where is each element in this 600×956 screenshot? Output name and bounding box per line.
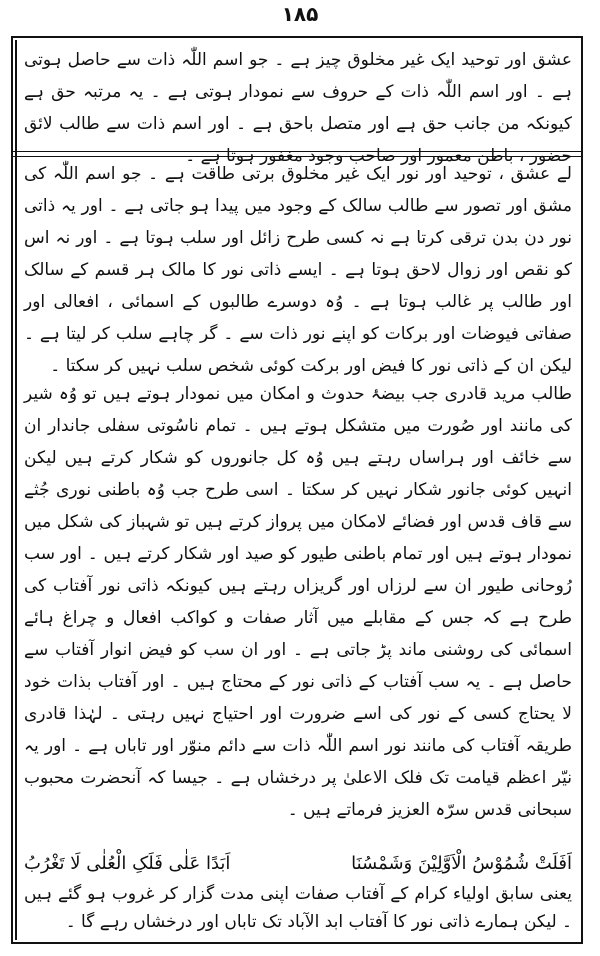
- boxed-paragraph-text: عشق اور توحید ایک غیر مخلوق چیز ہے ۔ جو اسم اللّٰہ ذات سے حاصل ہوتی ہے ۔ اور اسم اللّٰہ ذات کے حروف سے نمودار ہوتی ہے ۔ یہ مرتبہ حق ہے کیونکہ من جانب حق ہے اور متصل باحق ہے ۔ اور اسم ذات سے طالب لائق حضور ، باطن معمور اور صاحب وجود مغفور ہوتا ہے ۔: [24, 50, 572, 166]
- closing-paragraph: [24, 880, 572, 940]
- footnote-paragraph: [24, 158, 572, 376]
- closing-paragraph-text: یعنی سابق اولیاء کرام کے آفتاب صفات اپنی مدت گزار کر غروب ہو گئے ہیں ۔ لیکن ہمارے ذاتی نور کا آفتاب ابد الآباد تک تاباں اور درخشاں رہے گا ۔: [24, 884, 572, 932]
- paragraph-text: لے عشق ، توحید اور نور ایک غیر مخلوق برتی طاقت ہے ۔ جو اسم اللّٰہ کی مشق اور تصور سے طالب سالک کے وجود میں پیدا ہو جاتی ہے ۔ اور یہ ذاتی نور دن بدن ترقی کرتا ہے نہ کسی طرح زائل اور سلب ہوتا ہے ۔ اور نہ اس کو نقص اور زوال لاحق ہوتا ہے ۔ ایسے ذاتی نور کا مالک ہر قسم کے سالک اور طالب پر غالب ہوتا ہے ۔ وُہ دوسرے طالبوں کے اسمائی ، افعالی اور صفاتی فیوضات اور برکات کو اپنے نور ذات سے ۔ گر چاہے سلب کر لیتا ہے ۔ لیکن ان کے ذاتی نور کا فیض اور برکت کوئی شخص سلب نہیں کر سکتا ۔: [24, 164, 572, 376]
- verse-left-hemistich: اَبَدًا عَلٰی فَلَکِ الْعُلٰی لَا تَغْرُبُ: [24, 853, 231, 874]
- boxed-paragraph: [24, 44, 572, 166]
- body-paragraph: [24, 378, 572, 848]
- paragraph-text: طالب مرید قادری جب بیضۂ حدوث و امکان میں نمودار ہوتے ہیں تو وُہ شیر کی مانند اور صُورت میں متشکل ہوتے ہیں ۔ تمام ناسُوتی سفلی جاندار ان سے خائف اور ہراساں رہتے ہیں وُہ کل جانوروں کو شکار کرتے ہیں لیکن انہیں کوئی جانور شکار نہیں کر سکتا ۔ اسی طرح جب وُہ باطنی نوری جُثے سے قاف قدس اور فضائے لامکان میں پرواز کرتے ہیں تو شہباز کی شکل میں نمودار ہوتے ہیں اور تمام باطنی طیور کو صید اور شکار کرتے ہیں ۔ اور سب رُوحانی طیور ان سے لرزاں اور گریزاں رہتے ہیں کیونکہ ذاتی نور آفتاب کی طرح ہے کہ جس کے مقابلے میں آثار صفات و کواکب افعال و چراغ ہائے اسمائی کی روشنی ماند پڑ جاتی ہے ۔ اور ان سب کو فیض انوار آفتاب سے حاصل ہے ۔ یہ سب آفتاب کے ذاتی نور کے محتاج ہیں ۔ اور آفتاب بذات خود لا یحتاج کسی کے نور کی اسے ضرورت اور احتیاج نہیں رہتی ۔ لہٰذا قادری طریقہ آفتاب کی مانند نور اسم اللّٰہ ذات سے دائم منوّر اور تاباں ہے ۔ اور یہ نیّر اعظم قیامت تک فلک الاعلیٰ پر درخشاں ہے ۔ جیسا کہ آنحضرت محبوب سبحانی قدس سرّہ العزیز فرماتے ہیں ۔: [24, 384, 572, 820]
- frame-inner-rule: [15, 40, 17, 940]
- verse-right-hemistich: اَفَلَتْ شُمُوْسُ الْاَوَّلِیْنَ وَشَمْسُنَا: [351, 853, 572, 874]
- box-divider-top: [13, 151, 581, 152]
- page-number: ۱۸۵: [281, 2, 319, 26]
- box-divider-bottom: [13, 156, 581, 157]
- arabic-verse: [24, 848, 572, 880]
